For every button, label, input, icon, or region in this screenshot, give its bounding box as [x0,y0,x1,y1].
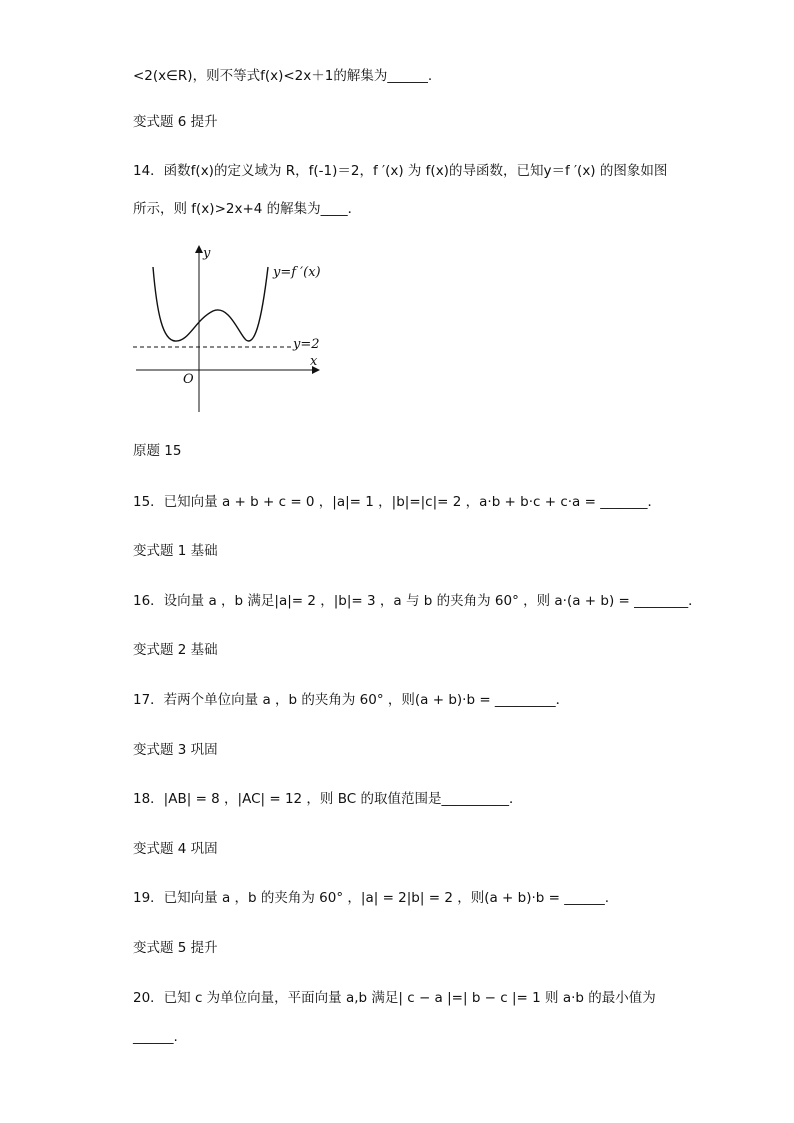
question-20-line-2: ______. [133,1029,178,1045]
question-17: 17．若两个单位向量 a ，b 的夹角为 60° ，则(a + b)·b = _________． [133,692,570,708]
y-axis-arrow-icon [195,245,203,253]
question-15: 15．已知向量 a + b + c = 0 ，|a|= 1 ，|b|=|c|= 2 ，a·b + b·c + c·a = _______． [133,494,661,510]
line-label-y2: y=2 [293,337,320,352]
question-18: 18．|AB| = 8 ，|AC| = 12 ，则 BC 的取值范围是__________． [133,791,523,807]
derivative-graph [133,240,333,420]
x-axis-label: x [310,354,318,369]
curve-label: y=f ′(x) [273,265,321,280]
question-19: 19．已知向量 a ，b 的夹角为 60° ，|a| = 2|b| = 2 ，则(a + b)·b = ______. [133,890,610,906]
heading-variant-4: 变式题 4 巩固 [133,841,218,857]
question-14-line-1: 14．函数f(x)的定义域为 R，f(-1)＝2，f ′(x) 为 f(x)的导函数，已知y＝f ′(x) 的图象如图 [133,163,668,179]
heading-variant-5: 变式题 5 提升 [133,940,218,956]
question-16: 16．设向量 a ，b 满足|a|= 2 ，|b|= 3 ，a 与 b 的夹角为 60° ，则 a·(a + b) = ________． [133,593,702,609]
question-14-line-2: 所示，则 f(x)>2x+4 的解集为____． [133,201,362,217]
heading-variant-2: 变式题 2 基础 [133,642,218,658]
heading-variant-1: 变式题 1 基础 [133,543,218,559]
derivative-curve [153,267,268,341]
heading-variant-3: 变式题 3 巩固 [133,742,218,758]
origin-label: O [183,372,194,387]
heading-original-15: 原题 15 [133,443,182,459]
y-axis-label: y [203,246,211,261]
question-13-tail: <2(x∈R)，则不等式f(x)<2x＋1的解集为______. [133,68,433,84]
heading-variant-6: 变式题 6 提升 [133,114,218,130]
question-20-line-1: 20．已知 c 为单位向量，平面向量 a,b 满足| c − a |=| b − c |= 1 则 a·b 的最小值为 [133,990,656,1006]
